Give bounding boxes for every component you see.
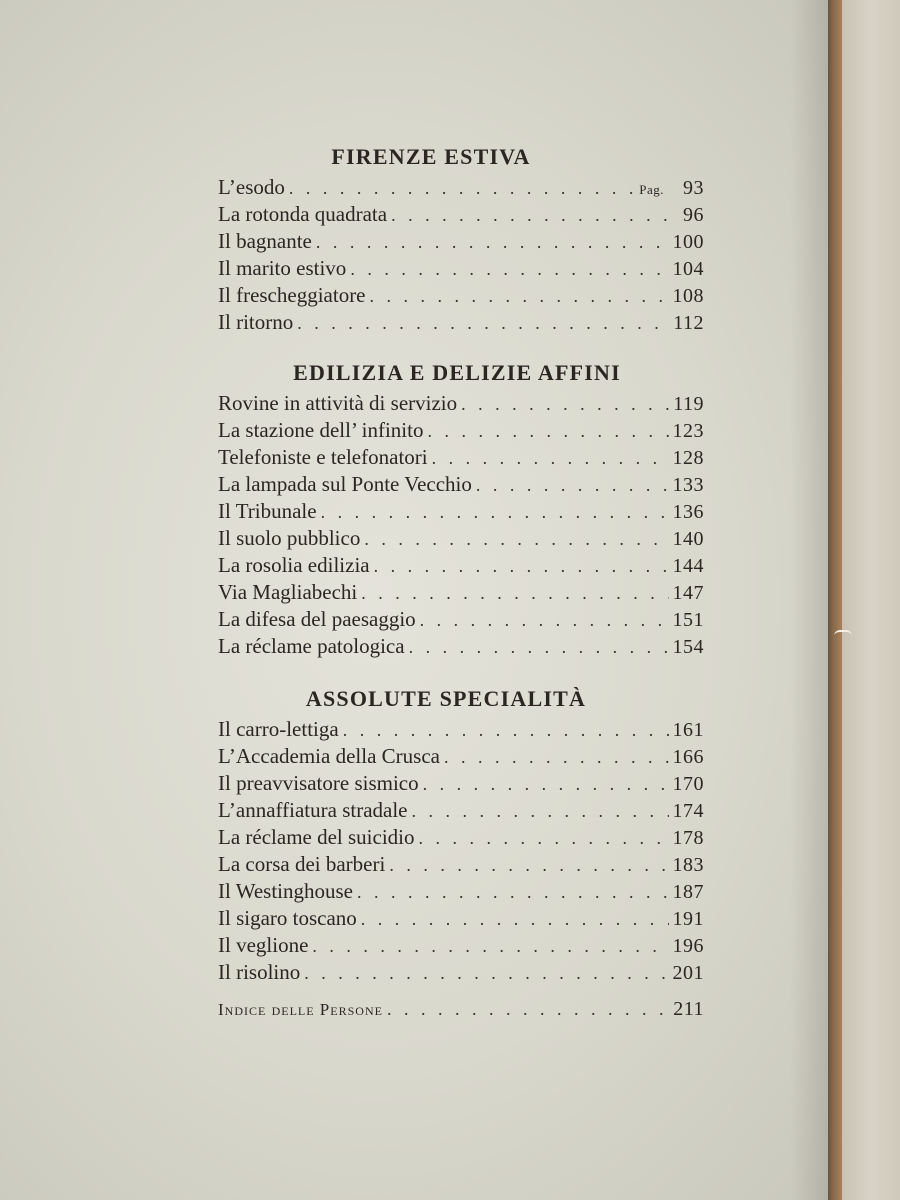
- dot-leader: [364, 526, 668, 553]
- entry-title: L’annaffiatura stradale: [218, 798, 408, 822]
- page-number: 196: [672, 935, 704, 957]
- dot-leader: [374, 553, 669, 580]
- toc-entry: [218, 201, 704, 228]
- page-number: 170: [672, 773, 704, 795]
- section-entries: [218, 174, 704, 336]
- toc-entry: [218, 579, 704, 606]
- dot-leader: [297, 310, 669, 337]
- dot-leader: [289, 175, 635, 202]
- entry-title: La réclame patologica: [218, 634, 405, 658]
- entry-title: La corsa dei barberi: [218, 852, 386, 876]
- entry-title: Il sigaro toscano: [218, 906, 357, 930]
- page-number: 147: [672, 582, 704, 604]
- dot-leader: [361, 580, 668, 607]
- page-number: 211: [673, 998, 704, 1020]
- page-number: 112: [673, 312, 704, 334]
- page-number: 166: [672, 746, 704, 768]
- entry-title: L’esodo: [218, 175, 285, 199]
- page-number: 119: [673, 393, 704, 415]
- section-entries: [218, 716, 704, 986]
- entry-title: La stazione dell’ infinito: [218, 418, 424, 442]
- entry-title: Via Magliabechi: [218, 580, 358, 604]
- page-number: 128: [672, 447, 704, 469]
- entry-title: Il bagnante: [218, 229, 312, 253]
- section-title: EDILIZIA E DELIZIE AFFINI: [293, 360, 621, 385]
- book-cover-edge: [828, 0, 842, 1200]
- paper-nick: [834, 630, 852, 642]
- dot-leader: [370, 283, 669, 310]
- toc-entry: [218, 471, 704, 498]
- next-page-edge: [842, 0, 900, 1200]
- toc-entry: [218, 905, 704, 932]
- entry-title: L’Accademia della Crusca: [218, 744, 440, 768]
- dot-leader: [423, 771, 669, 798]
- toc-entry: [218, 282, 704, 309]
- page-number: 178: [672, 827, 704, 849]
- toc-entry: [218, 743, 704, 770]
- section-title: ASSOLUTE SPECIALITÀ: [305, 686, 587, 711]
- page-number: 133: [672, 474, 704, 496]
- toc-entry: [218, 716, 704, 743]
- toc-entry: [218, 255, 704, 282]
- entry-title: Il marito estivo: [218, 256, 347, 280]
- toc-entry: [218, 552, 704, 579]
- page-number: 100: [672, 231, 704, 253]
- dot-leader: [427, 418, 668, 445]
- toc-entry: [218, 444, 704, 471]
- toc-entry-index: [218, 996, 704, 1023]
- entry-title: Telefoniste e telefonatori: [218, 445, 428, 469]
- toc-entry: [218, 174, 704, 201]
- final-entries: [218, 996, 704, 1023]
- section-entries: [218, 390, 704, 660]
- page-number: 154: [672, 636, 704, 658]
- entry-title: Il veglione: [218, 933, 309, 957]
- toc-entry: [218, 606, 704, 633]
- dot-leader: [444, 744, 669, 771]
- entry-title: Il frescheggiatore: [218, 283, 366, 307]
- entry-title: Il ritorno: [218, 310, 294, 334]
- entry-title: Rovine in attività di servizio: [218, 391, 458, 415]
- toc-entry: [218, 797, 704, 824]
- dot-leader: [409, 634, 669, 661]
- entry-title: Il Westinghouse: [218, 879, 353, 903]
- page-number: 123: [672, 420, 704, 442]
- dot-leader: [432, 445, 669, 472]
- page-number: 104: [672, 258, 704, 280]
- toc-entry: [218, 417, 704, 444]
- dot-leader: [304, 960, 668, 987]
- page-number: 174: [672, 800, 704, 822]
- page-abbrev: Pag.: [639, 182, 664, 197]
- entry-title: La difesa del paesaggio: [218, 607, 416, 631]
- toc-entry: [218, 309, 704, 336]
- toc-entry: [218, 959, 704, 986]
- entry-title: Il preavvisatore sismico: [218, 771, 419, 795]
- toc-entry: [218, 633, 704, 660]
- page-number: 108: [672, 285, 704, 307]
- dot-leader: [412, 798, 669, 825]
- page-number: 140: [672, 528, 704, 550]
- toc-entry: [218, 851, 704, 878]
- entry-title: Indice delle Persone: [218, 1000, 383, 1019]
- toc-entry: [218, 228, 704, 255]
- entry-title: La rosolia edilizia: [218, 553, 370, 577]
- dot-leader: [419, 825, 669, 852]
- dot-leader: [343, 717, 669, 744]
- page-number: 187: [672, 881, 704, 903]
- toc-entry: [218, 770, 704, 797]
- toc-entry: [218, 525, 704, 552]
- page-number: 151: [672, 609, 704, 631]
- entry-title: La rotonda quadrata: [218, 202, 388, 226]
- entry-title: Il risolino: [218, 960, 301, 984]
- toc-entry: [218, 498, 704, 525]
- dot-leader: [316, 229, 669, 256]
- dot-leader: [312, 933, 668, 960]
- page-number: 201: [672, 962, 704, 984]
- dot-leader: [350, 256, 668, 283]
- entry-title: La lampada sul Ponte Vecchio: [218, 472, 472, 496]
- dot-leader: [361, 906, 669, 933]
- page-number: 96: [683, 204, 704, 226]
- dot-leader: [476, 472, 669, 499]
- dot-leader: [391, 202, 672, 229]
- dot-leader: [461, 391, 669, 418]
- dot-leader: [357, 879, 669, 906]
- toc-entry: [218, 824, 704, 851]
- toc-entry: [218, 932, 704, 959]
- entry-title: La réclame del suicidio: [218, 825, 415, 849]
- entry-title: Il suolo pubblico: [218, 526, 361, 550]
- section-title: FIRENZE ESTIVA: [331, 144, 531, 169]
- dot-leader: [389, 852, 668, 879]
- entry-title: Il carro-lettiga: [218, 717, 339, 741]
- page-number: 136: [672, 501, 704, 523]
- page-number: 191: [672, 908, 704, 930]
- page-number: 144: [672, 555, 704, 577]
- toc-entry: [218, 878, 704, 905]
- page-number: 93: [683, 177, 704, 199]
- toc-entry: [218, 390, 704, 417]
- entry-title: Il Tribunale: [218, 499, 317, 523]
- page-number: 161: [672, 719, 704, 741]
- table-of-contents: [218, 140, 704, 1023]
- dot-leader: [387, 996, 669, 1023]
- dot-leader: [321, 499, 669, 526]
- dot-leader: [420, 607, 669, 634]
- page-number: 183: [672, 854, 704, 876]
